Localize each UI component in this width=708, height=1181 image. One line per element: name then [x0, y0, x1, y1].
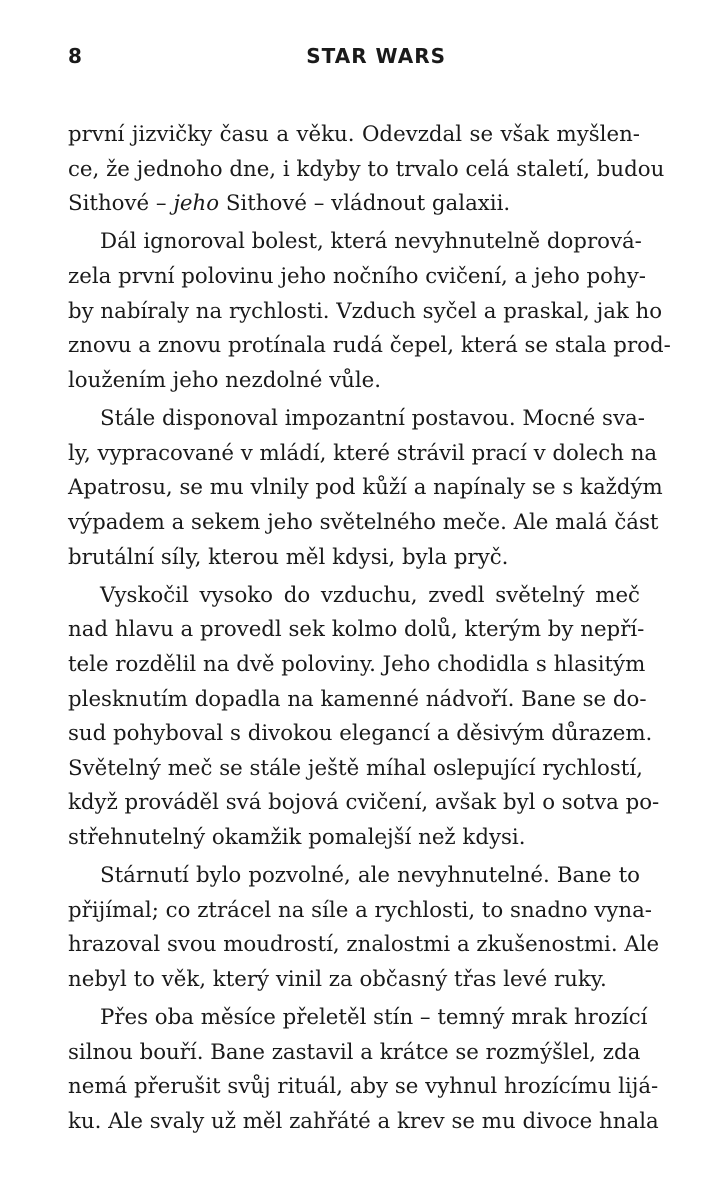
text-line: výpadem a sekem jeho světelného meče. Ale malá část: [68, 509, 659, 535]
book-title: STAR WARS: [306, 44, 446, 68]
paragraph: [68, 225, 671, 398]
text-run: Sithové –: [68, 191, 174, 217]
text-line: brutální síly, kterou měl kdysi, byla pryč.: [68, 544, 509, 570]
running-head: [68, 44, 446, 74]
text-line: střehnutelný okamžik pomalejší než kdysi.: [68, 824, 526, 850]
text-line: zela první polovinu jeho nočního cvičení, a jeho pohy-: [68, 264, 646, 290]
text-run: Sithové – vládnout galaxii.: [219, 191, 511, 217]
text-line: Dál ignoroval bolest, která nevyhnutelně doprová-: [100, 229, 642, 255]
paragraph: [68, 118, 665, 222]
text-line: by nabíraly na rychlosti. Vzduch syčel a praskal, jak ho: [68, 298, 663, 324]
text-line: přijímal; co ztrácel na síle a rychlosti, to snadno vyna-: [68, 897, 652, 923]
text-line: nemá přerušit svůj rituál, aby se vyhnul hrozícímu lijá-: [68, 1074, 659, 1100]
text-line: Stále disponoval impozantní postavou. Mocné sva-: [100, 406, 645, 432]
text-line: znovu a znovu protínala rudá čepel, která se stala prod-: [68, 333, 671, 359]
page-number: 8: [68, 44, 83, 68]
text-line: Světelný meč se stále ještě míhal oslepující rychlostí,: [68, 755, 643, 781]
text-line: ku. Ale svaly už měl zahřáté a krev se mu divoce hnala: [68, 1109, 659, 1135]
text-line: Vyskočil vysoko do vzduchu, zvedl světelný meč: [100, 582, 640, 608]
text-line: silnou bouří. Bane zastavil a krátce se rozmýšlel, zda: [68, 1039, 641, 1065]
text-line: [68, 187, 640, 222]
text-line: ce, že jednoho dne, i kdyby to trvalo celá staletí, budou: [68, 156, 665, 182]
text-line: první jizvičky času a věku. Odevzdal se však myšlen-: [68, 122, 640, 147]
text-line: tele rozdělil na dvě poloviny. Jeho chodidla s hlasitým: [68, 651, 646, 677]
text-line: loužením jeho nezdolné vůle.: [68, 367, 382, 393]
paragraph: [68, 402, 663, 575]
italic-word: jeho: [173, 191, 220, 217]
text-line: plesknutím dopadla na kamenné nádvoří. Bane se do-: [68, 686, 647, 712]
paragraph: [68, 579, 660, 856]
text-line: Apatrosu, se mu vlnily pod kůží a napínaly se s každým: [68, 475, 663, 501]
text-line: sud pohyboval s divokou elegancí a děsivým důrazem.: [68, 721, 653, 747]
text-line: ly, vypracované v mládí, které strávil prací v dolech na: [68, 440, 658, 466]
text-line: Přes oba měsíce přeletěl stín – temný mrak hrozící: [100, 1005, 648, 1031]
text-line: nad hlavu a provedl sek kolmo dolů, kterým by nepří-: [68, 617, 645, 643]
body-text: [68, 118, 671, 1140]
text-line: hrazoval svou moudrostí, znalostmi a zkušenostmi. Ale: [68, 932, 660, 958]
paragraph: [68, 859, 660, 997]
paragraph: [68, 1001, 659, 1139]
text-line: nebyl to věk, který vinil za občasný třas levé ruky.: [68, 967, 607, 992]
text-line: Stárnutí bylo pozvolné, ale nevyhnutelné. Bane to: [100, 863, 640, 889]
text-line: když prováděl svá bojová cvičení, avšak byl o sotva po-: [68, 790, 660, 816]
